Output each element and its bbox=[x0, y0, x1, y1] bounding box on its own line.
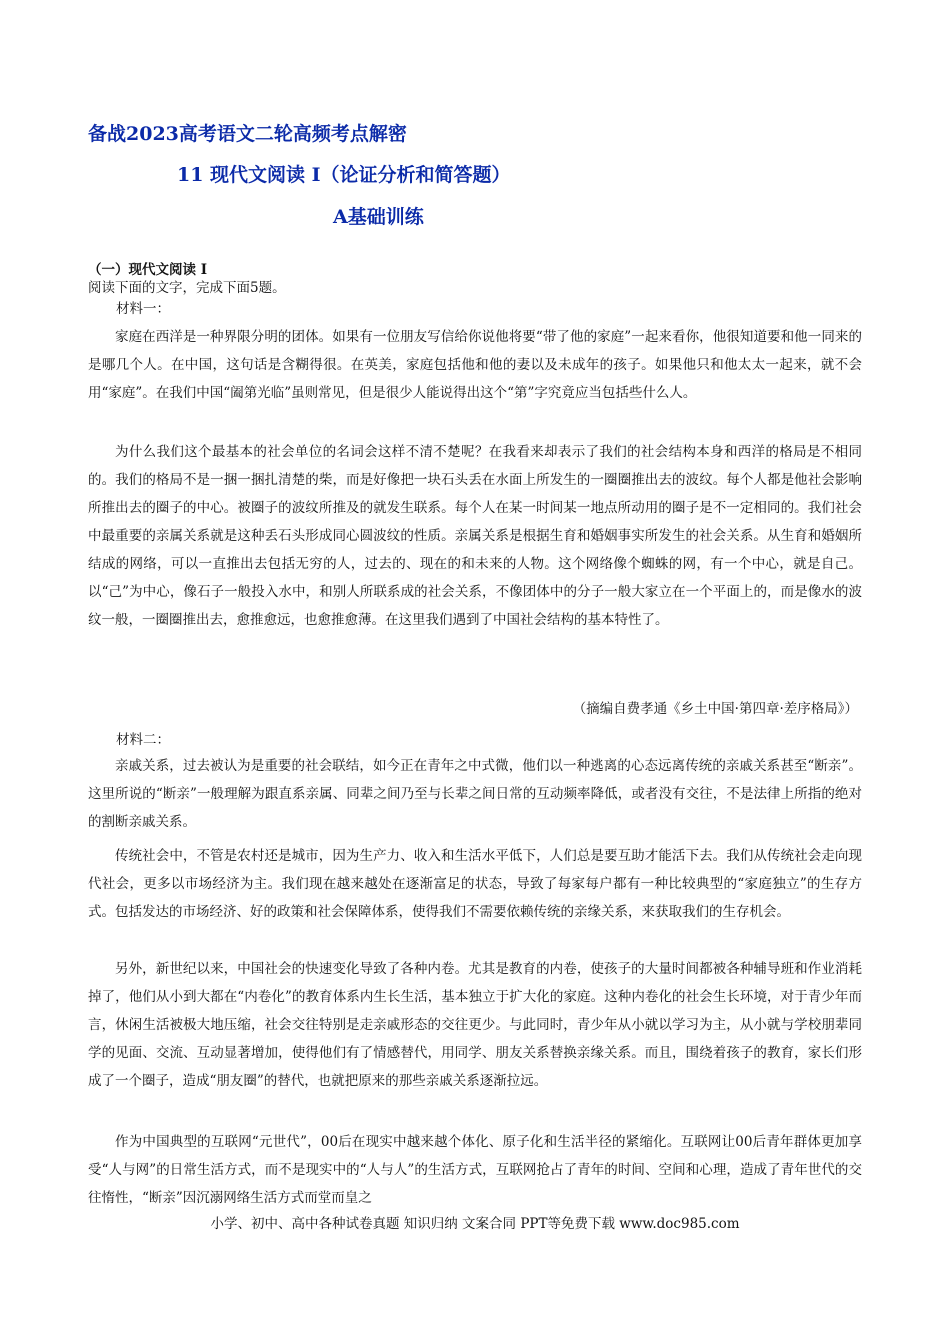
material2-paragraph-3: 另外，新世纪以来，中国社会的快速变化导致了各种内卷。尤其是教育的内卷，使孩子的大量时间都被各种辅导班和作业消耗掉了，他们从小到大都在“内卷化”的教育体系内生长生活，基本独立于扩大化的家庭。这种内卷化的社会生长环境，对于青少年而言，休闲生活被极大地压缩，社会交往特别是走亲戚形态的交往更少。与此同时，青少年从小就以学习为主，从小就与学校朋辈同学的见面、交流、互动显著增加，使得他们有了情感替代，用同学、朋友关系替换亲缘关系。而且，围绕着孩子的教育，家长们形成了一个圈子，造成“朋友圈”的替代，也就把原来的那些亲戚关系逐渐拉远。 bbox=[88, 961, 862, 1089]
section-title: A基础训练 bbox=[333, 206, 424, 228]
material2-label: 材料二： bbox=[116, 732, 170, 748]
page-footer: 小学、初中、高中各种试卷真题 知识归纳 文案合同 PPT等免费下载 www.doc985.com bbox=[210, 1216, 740, 1232]
material1-source: （摘编自费孝通《乡土中国·第四章·差序格局》） bbox=[572, 701, 858, 717]
material1-paragraph-2: 为什么我们这个最基本的社会单位的名词会这样不清不楚呢？在我看来却表示了我们的社会结构本身和西洋的格局是不相同的。我们的格局不是一捆一捆扎清楚的柴，而是好像把一块石头丢在水面上所发生的一圈圈推出去的波纹。每个人都是他社会影响所推出去的圈子的中心。被圈子的波纹所推及的就发生联系。每个人在某一时间某一地点所动用的圈子是不一定相同的。我们社会中最重要的亲属关系就是这种丢石头形成同心圆波纹的性质。亲属关系是根据生育和婚姻事实所发生的社会关系。从生育和婚姻所结成的网络，可以一直推出去包括无穷的人，过去的、现在的和未来的人物。这个网络像个蜘蛛的网，有一个中心，就是自己。以“己”为中心，像石子一般投入水中，和别人所联系成的社会关系，不像团体中的分子一般大家立在一个平面上的，而是像水的波纹一般，一圈圈推出去，愈推愈远，也愈推愈薄。在这里我们遇到了中国社会结构的基本特性了。 bbox=[88, 444, 862, 628]
document-title: 备战2023高考语文二轮高频考点解密 bbox=[88, 123, 407, 145]
instruction-text: 阅读下面的文字，完成下面5题。 bbox=[88, 280, 286, 296]
material1-label: 材料一： bbox=[116, 301, 170, 317]
material1-paragraph-1: 家庭在西洋是一种界限分明的团体。如果有一位朋友写信给你说他将要“带了他的家庭”一起来看你，他很知道要和他一同来的是哪几个人。在中国，这句话是含糊得很。在英美，家庭包括他和他的妻以及未成年的孩子。如果他只和他太太一起来，就不会用“家庭”。在我们中国“阖第光临”虽则常见，但是很少人能说得出这个“第”字究竟应当包括些什么人。 bbox=[88, 329, 862, 401]
material2-paragraph-1: 亲戚关系，过去被认为是重要的社会联结，如今正在青年之中式微，他们以一种逃离的心态远离传统的亲戚关系甚至“断亲”。这里所说的“断亲”一般理解为跟直系亲属、同辈之间乃至与长辈之间日常的互动频率降低，或者没有交往，不是法律上所指的绝对的割断亲戚关系。 bbox=[88, 758, 862, 830]
section-label: （一）现代文阅读 I bbox=[88, 262, 208, 278]
document-subtitle: 11 现代文阅读 I（论证分析和简答题） bbox=[177, 164, 511, 186]
material2-paragraph-4: 作为中国典型的互联网“元世代”，00后在现实中越来越个体化、原子化和生活半径的紧缩化。互联网让00后青年群体更加享受“人与网”的日常生活方式，而不是现实中的“人与人”的生活方式，互联网抢占了青年的时间、空间和心理，造成了青年世代的交往惰性，“断亲”因沉溺网络生活方式而堂而皇之 bbox=[88, 1134, 862, 1206]
material2-paragraph-2: 传统社会中，不管是农村还是城市，因为生产力、收入和生活水平低下，人们总是要互助才能活下去。我们从传统社会走向现代社会，更多以市场经济为主。我们现在越来越处在逐渐富足的状态，导致了每家每户都有一种比较典型的“家庭独立”的生存方式。包括发达的市场经济、好的政策和社会保障体系，使得我们不需要依赖传统的亲缘关系，来获取我们的生存机会。 bbox=[88, 848, 862, 920]
